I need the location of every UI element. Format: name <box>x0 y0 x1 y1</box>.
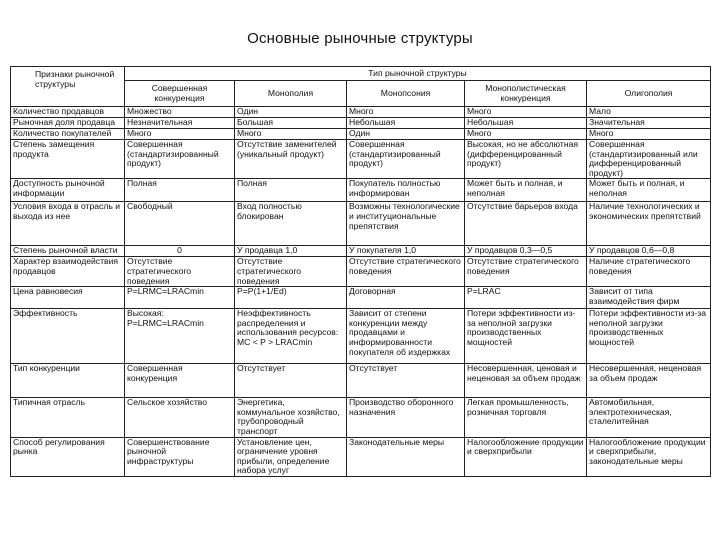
table-cell: Налогообложение продукции и сверхприбыли, законодательные меры <box>587 437 711 476</box>
row-label: Типичная отрасль <box>11 398 125 437</box>
table-row <box>11 118 711 129</box>
column-header: Монополия <box>235 81 347 107</box>
row-label: Количество покупателей <box>11 129 125 140</box>
table-cell: Полная <box>235 179 347 202</box>
table-cell: Договорная <box>347 287 465 309</box>
column-header: Олигополия <box>587 81 711 107</box>
table-cell: 0 <box>125 246 235 257</box>
table-row <box>11 398 711 437</box>
row-label: Тип конкуренции <box>11 364 125 398</box>
table-cell: Сельское хозяйство <box>125 398 235 437</box>
table-cell: Значительная <box>587 118 711 129</box>
table-cell: Отсутствие барьеров входа <box>465 202 587 246</box>
table-cell: Легкая промышленность, розничная торговля <box>465 398 587 437</box>
table-cell: Много <box>125 129 235 140</box>
table-cell: Свободный <box>125 202 235 246</box>
row-label: Способ регулирования рынка <box>11 437 125 476</box>
table-row <box>11 246 711 257</box>
table-row <box>11 140 711 179</box>
market-structures-table <box>10 66 711 477</box>
row-label: Характер взаимодействия продавцов <box>11 257 125 287</box>
table-cell: Небольшая <box>465 118 587 129</box>
table-cell: Полная <box>125 179 235 202</box>
table-cell: Может быть и полная, и неполная <box>587 179 711 202</box>
table-cell: У продавцов 0,3—0,5 <box>465 246 587 257</box>
table-cell: Много <box>587 129 711 140</box>
table-cell: У покупателя 1,0 <box>347 246 465 257</box>
table-cell: Зависит от типа взаимодействия фирм <box>587 287 711 309</box>
table-cell: Покупатель полностью информирован <box>347 179 465 202</box>
table-cell: Совершенствование рыночной инфраструктуры <box>125 437 235 476</box>
table-cell: Отсутствие заменителей (уникальный продукт) <box>235 140 347 179</box>
table-cell: Отсутствие стратегического поведения <box>465 257 587 287</box>
table-cell: Неэффективность распределения и использования ресурсов: MC < P > LRACmin <box>235 309 347 364</box>
table-cell: Потери эффективности из-за неполной загрузки производственных мощностей <box>465 309 587 364</box>
row-label: Степень замещения продукта <box>11 140 125 179</box>
table-cell: Отсутствие стратегического поведения <box>347 257 465 287</box>
table-cell: Несовершенная, неценовая за объем продаж <box>587 364 711 398</box>
table-cell: Большая <box>235 118 347 129</box>
table-cell: Отсутствие стратегического поведения <box>125 257 235 287</box>
table-cell: Может быть и полная, и неполная <box>465 179 587 202</box>
table-row <box>11 107 711 118</box>
table-cell: Много <box>347 107 465 118</box>
table-cell: Один <box>347 129 465 140</box>
table-cell: Наличие технологических и экономических препятствий <box>587 202 711 246</box>
table-cell: Много <box>465 129 587 140</box>
table-cell: Наличие стратегического поведения <box>587 257 711 287</box>
row-label: Степень рыночной власти <box>11 246 125 257</box>
table-row <box>11 309 711 364</box>
row-label: Доступность рыночной информации <box>11 179 125 202</box>
table-row <box>11 287 711 309</box>
table-row <box>11 437 711 476</box>
row-label: Эффективность <box>11 309 125 364</box>
table-cell: Множество <box>125 107 235 118</box>
table-cell: У продавцов 0,6—0,8 <box>587 246 711 257</box>
table-cell: Совершенная (стандартизированный продукт) <box>347 140 465 179</box>
column-header: Монополистическая конкуренция <box>465 81 587 107</box>
row-label: Цена равновесия <box>11 287 125 309</box>
column-header: Совершенная конкуренция <box>125 81 235 107</box>
table-cell: Несовершенная, ценовая и неценовая за объем продаж <box>465 364 587 398</box>
page-title: Основные рыночные структуры <box>247 30 473 47</box>
table-cell: Законодательные меры <box>347 437 465 476</box>
table-cell: Совершенная конкуренция <box>125 364 235 398</box>
table-cell: Незначительная <box>125 118 235 129</box>
row-label: Условия входа в отрасль и выхода из нее <box>11 202 125 246</box>
table-cell: Отсутствует <box>235 364 347 398</box>
table-row <box>11 364 711 398</box>
table-row <box>11 257 711 287</box>
table-cell: P=P(1+1/Ed) <box>235 287 347 309</box>
table-cell: Установление цен, ограничение уровня прибыли, определение набора услуг <box>235 437 347 476</box>
table-cell: P=LRAC <box>465 287 587 309</box>
table-cell: Производство оборонного назначения <box>347 398 465 437</box>
table-row <box>11 202 711 246</box>
table-cell: Совершенная (стандартизированный или дифференцированный продукт) <box>587 140 711 179</box>
table-cell: Много <box>465 107 587 118</box>
table-cell: Энергетика, коммунальное хозяйство, трубопроводный транспорт <box>235 398 347 437</box>
table-cell: Возможны технологические и институциональные препятствия <box>347 202 465 246</box>
table-cell: Мало <box>587 107 711 118</box>
table-cell: Зависит от степени конкуренции между продавцами и информированности покупателя об издержках <box>347 309 465 364</box>
table-cell: P=LRMC=LRACmin <box>125 287 235 309</box>
row-label: Рыночная доля продавца <box>11 118 125 129</box>
table-cell: Отсутствие стратегического поведения <box>235 257 347 287</box>
table-cell: Один <box>235 107 347 118</box>
table-cell: Много <box>235 129 347 140</box>
table-cell: Высокая: P=LRMC=LRACmin <box>125 309 235 364</box>
table-cell: Отсутствует <box>347 364 465 398</box>
table-cell: Автомобильная, электротехническая, сталелитейная <box>587 398 711 437</box>
table-cell: Потери эффективности из-за неполной загрузки производственных мощностей <box>587 309 711 364</box>
column-header: Монопсония <box>347 81 465 107</box>
table-cell: Вход полностью блокирован <box>235 202 347 246</box>
table-row <box>11 179 711 202</box>
table-cell: Высокая, но не абсолютная (дифференцированный продукт) <box>465 140 587 179</box>
table-cell: Совершенная (стандартизированный продукт) <box>125 140 235 179</box>
table-cell: Небольшая <box>347 118 465 129</box>
group-header: Тип рыночной структуры <box>125 67 711 81</box>
corner-header: Признаки рыночной структуры <box>11 67 125 107</box>
table-cell: У продавца 1,0 <box>235 246 347 257</box>
table-row <box>11 129 711 140</box>
table-cell: Налогообложение продукции и сверхприбыли <box>465 437 587 476</box>
row-label: Количество продавцов <box>11 107 125 118</box>
